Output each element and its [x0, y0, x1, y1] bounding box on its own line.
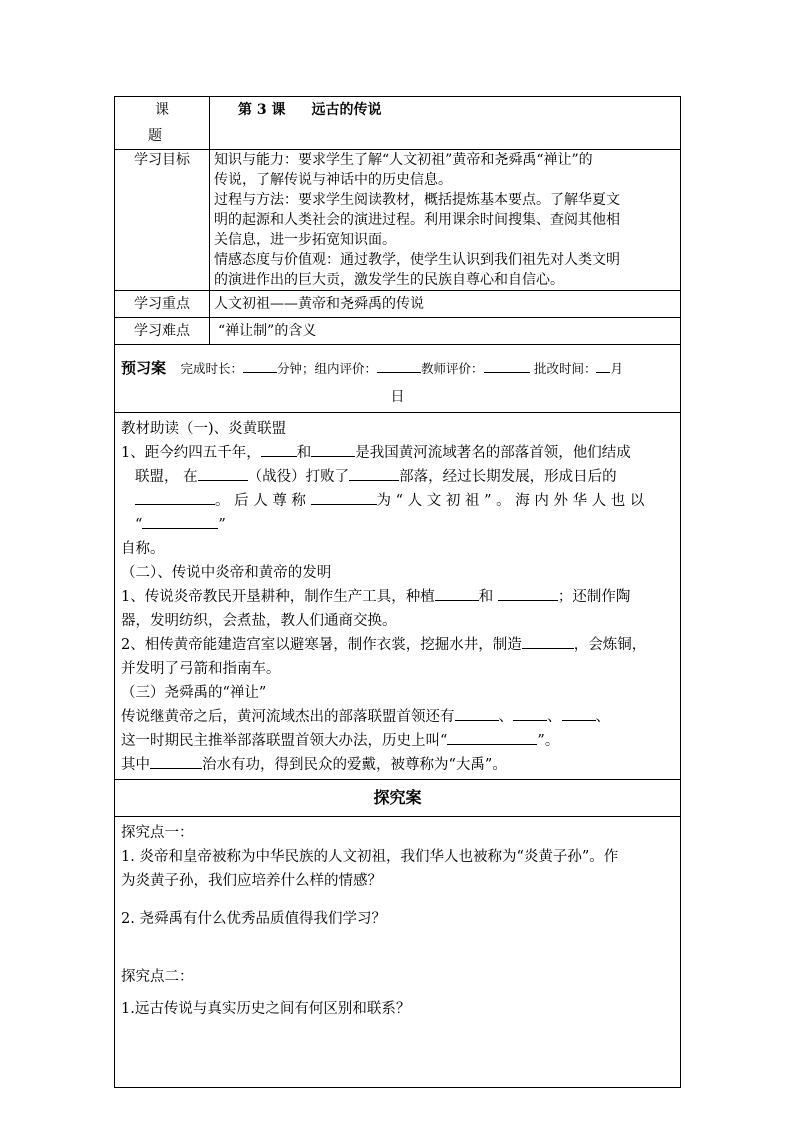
- goal-line: 知识与能力：要求学生了解“人文初祖”黄帝和尧舜禹“禅让”的: [214, 152, 593, 168]
- section2-title: （二）、传说中炎帝和黄帝的发明: [121, 565, 332, 581]
- goal-line: 情感态度与价值观：通过教学，使学生认识到我们祖先对人类文明: [214, 252, 620, 268]
- reading-section: [115, 413, 681, 780]
- marked-time-label: 批改时间：: [533, 361, 597, 376]
- s2-line1: 1、传说炎帝教民开垦耕种，制作生产工具，种植 和 ；还制作陶: [121, 585, 674, 609]
- difficulty-label: 学习难点: [115, 318, 210, 345]
- fill-blank[interactable]: [135, 490, 215, 505]
- lesson-plan-sheet: [114, 96, 681, 1088]
- inquiry-q1-line2: 为炎黄子孙，我们应培养什么样的情感？: [121, 873, 382, 889]
- title-row: [115, 97, 681, 150]
- reading-row: [115, 413, 681, 780]
- fill-blank[interactable]: [311, 442, 355, 457]
- inquiry-q1-line1: 1. 炎帝和皇帝被称为中华民族的人文初祖，我们华人也被称为“炎黄子孙”。作: [121, 849, 619, 865]
- fill-blank[interactable]: [349, 466, 399, 481]
- month-blank[interactable]: [596, 358, 610, 373]
- preview-title: 预习案: [121, 359, 167, 377]
- preview-header-row: [115, 345, 681, 413]
- goal-line: 明的起源和人类社会的演进过程。利用课余时间搜集、查阅其他相: [214, 212, 620, 228]
- difficulty-row: [115, 318, 681, 345]
- goals-text: [210, 150, 681, 291]
- fill-blank[interactable]: [198, 466, 248, 481]
- fill-blank[interactable]: [447, 730, 537, 745]
- lesson-title-cell: [210, 97, 681, 150]
- inquiry-section: [115, 817, 681, 1088]
- fill-blank[interactable]: [311, 490, 377, 505]
- inquiry-point1-label: 探究点一：: [121, 825, 194, 841]
- fill-blank[interactable]: [142, 514, 218, 529]
- s2-line2: 器，发明纺织，会煮盐，教人们通商交换。: [121, 613, 397, 629]
- preview-header: [115, 345, 681, 413]
- focus-row: [115, 291, 681, 318]
- goal-line: 过程与方法：要求学生阅读教材，概括提炼基本要点。了解华夏文: [214, 192, 620, 208]
- fill-blank[interactable]: [513, 706, 547, 721]
- fill-blank[interactable]: [261, 442, 297, 457]
- s1-line1: 1、距今约四五千年， 和 是我国黄河流域著名的部落首领，他们结成: [121, 441, 674, 465]
- lesson-plan-table: [114, 96, 681, 1088]
- teacher-eval-label: 教师评价：: [421, 361, 484, 376]
- goals-row: [115, 150, 681, 291]
- inquiry-title: 探究案: [115, 780, 681, 817]
- inquiry-q2: 2. 尧舜禹有什么优秀品质值得我们学习？: [121, 911, 386, 927]
- fill-blank[interactable]: [455, 706, 499, 721]
- group-eval-label: 分钟；组内评价：: [276, 361, 377, 376]
- lesson-number: 第 3 课: [238, 102, 286, 118]
- fill-blank[interactable]: [562, 706, 596, 721]
- s3-line1: 传说继黄帝之后，黄河流域杰出的部落联盟首领还有 、 、 、: [121, 705, 674, 729]
- inquiry-header-row: [115, 780, 681, 817]
- difficulty-text: “禅让制”的含义: [210, 318, 681, 345]
- section1-title: 教材助读（一)、炎黄联盟: [121, 421, 287, 437]
- inquiry-point2-label: 探究点二：: [121, 969, 194, 985]
- lesson-label-cell: [115, 97, 210, 150]
- duration-label: 完成时长：: [180, 361, 243, 376]
- goal-line: 关信息，进一步拓宽知识面。: [214, 232, 396, 248]
- goal-line: 传说，了解传说与神话中的历史信息。: [214, 172, 452, 188]
- s1-line3: 。 后 人 尊 称 为 “ 人 文 初 祖 ” 。 海 内 外 华 人 也 以: [121, 489, 674, 513]
- group-eval-blank[interactable]: [377, 358, 421, 373]
- s3-line2: 这一时期民主推举部落联盟首领大办法，历史上叫“ ”。: [121, 729, 674, 753]
- s1-line5: 自称。: [121, 541, 165, 557]
- fill-blank[interactable]: [498, 586, 558, 601]
- inquiry-q3: 1.远古传说与真实历史之间有何区别和联系？: [121, 1001, 411, 1017]
- lesson-label: 课 题: [148, 102, 183, 144]
- section3-title: （三）尧舜禹的“禅让”: [121, 685, 267, 701]
- fill-blank[interactable]: [150, 754, 202, 769]
- s1-line4: “ ”: [121, 513, 674, 537]
- focus-label: 学习重点: [115, 291, 210, 318]
- fill-blank[interactable]: [522, 634, 574, 649]
- s2-line4: 并发明了弓箭和指南车。: [121, 661, 281, 677]
- month-label: 月: [610, 361, 623, 376]
- fill-blank[interactable]: [435, 586, 479, 601]
- day-label: 日: [390, 389, 405, 405]
- goal-line: 的演进作出的巨大贡，激发学生的民族自尊心和自信心。: [214, 272, 564, 288]
- duration-blank[interactable]: [243, 358, 277, 373]
- lesson-title: 远古的传说: [311, 102, 382, 118]
- s1-line2: 联盟， 在 （战役）打败了 部落，经过长期发展，形成日后的: [121, 465, 674, 489]
- goals-label: 学习目标: [115, 150, 210, 291]
- teacher-eval-blank[interactable]: [484, 358, 530, 373]
- s2-line3: 2、相传黄帝能建造宫室以避寒暑，制作衣裳，挖掘水井，制造 ，会炼铜，: [121, 633, 674, 657]
- focus-text: 人文初祖——黄帝和尧舜禹的传说: [210, 291, 681, 318]
- s3-line3: 其中 治水有功，得到民众的爱戴，被尊称为“大禹”。: [121, 753, 674, 777]
- inquiry-row: [115, 817, 681, 1088]
